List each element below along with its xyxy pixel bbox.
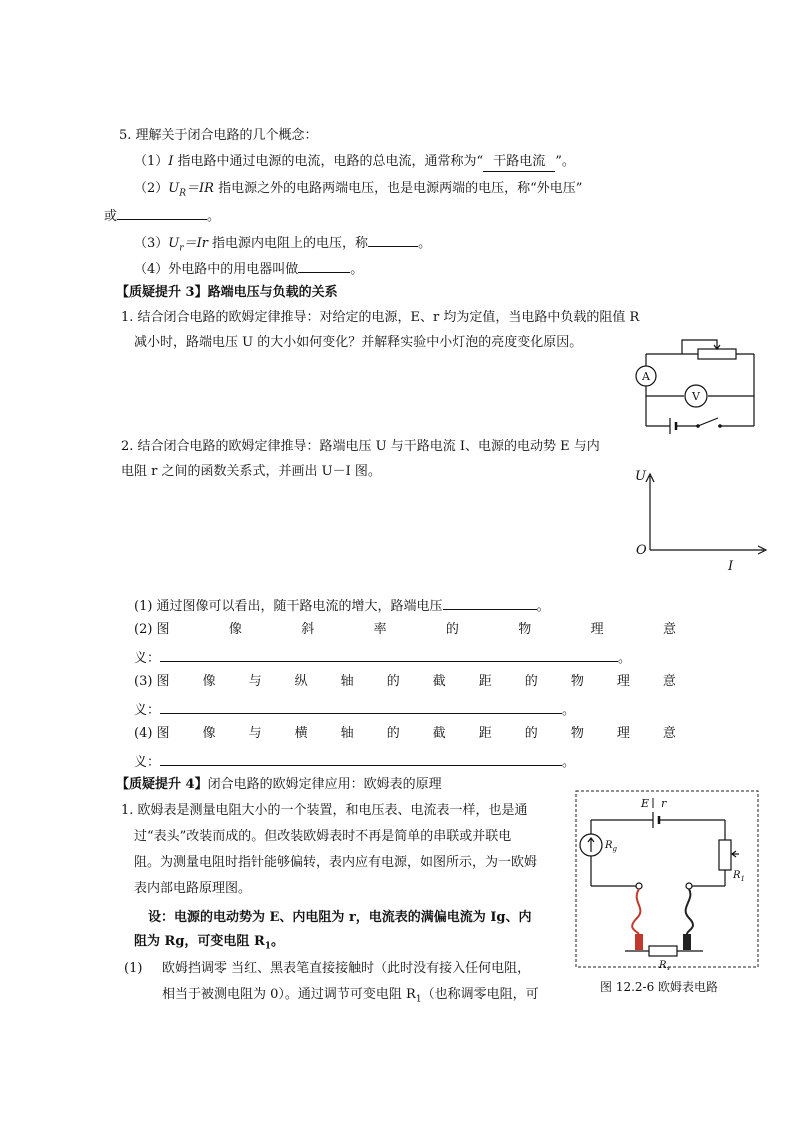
i-axis-label: I — [728, 559, 734, 574]
sub-question-3-cont: 义： 。 — [134, 699, 575, 720]
voltmeter-label: V — [692, 390, 700, 403]
rx-resistor — [649, 946, 677, 956]
ohmmeter-circuit-figure — [575, 790, 760, 970]
ohmmeter-para-3-number: (1) — [124, 961, 143, 976]
answer-blank — [298, 258, 350, 273]
emf-label: E — [641, 797, 650, 810]
circuit-diagram — [630, 330, 760, 445]
answer-blank — [160, 699, 562, 714]
ohmmeter-para-1-line-4: 表内部电路原理图。 — [134, 881, 252, 896]
sub-question-3: (3) 图 像 与 纵 轴 的 截 距 的 物 理 意 — [134, 674, 676, 689]
concept-item-3: $(3)U_r=Ir$ 指电源内电阻上的电压，称 。 — [134, 232, 431, 258]
rx-label: $R_x$ — [659, 960, 671, 970]
black-terminal — [686, 883, 692, 889]
concept-item-2-cont: 或 。 — [104, 205, 220, 226]
ohmmeter-para-3-line-2: 相当于被测电阻为 0）。通过调节可变电阻 $R_1$（也称调零电阻，可 — [162, 987, 539, 1005]
sub-question-1: (1) 通过图像可以看出，随干路电流的增大，路端电压 。 — [134, 595, 550, 616]
black-probe-icon — [683, 934, 691, 950]
question-1-line-2: 减小时，路端电压 U 的大小如何变化？并解释实验中小灯泡的亮度变化原因。 — [134, 335, 583, 350]
answer-blank — [368, 232, 418, 247]
section-3-title: 【质疑提升 3】路端电压与负载的关系 — [116, 285, 338, 300]
question-2-line-2: 电阻 r 之间的函数关系式，并画出 U－I 图。 — [121, 464, 381, 479]
rg-label: $R_g$ — [605, 840, 618, 853]
sub-question-2: (2) 图 像 斜 率 的 物 理 意 — [134, 622, 676, 637]
answer-blank-filled: 干路电流 — [483, 153, 555, 172]
ohmmeter-para-1-line-2: 过“表头”改装而成的。但改装欧姆表时不再是简单的串联或并联电 — [134, 829, 512, 844]
switch-contact — [718, 424, 722, 428]
ohmmeter-para-1-line-1: 1. 欧姆表是测量电阻大小的一个装置，和电压表、电流表一样，也是通 — [121, 803, 528, 818]
ohmmeter-para-2-line-2: 阻为 Rg，可变电阻 $R_1$。 — [134, 934, 285, 952]
origin-label: O — [636, 543, 647, 558]
answer-blank — [443, 595, 537, 610]
red-terminal — [636, 883, 642, 889]
ohmmeter-para-3-line-1: 欧姆挡调零 当红、黑表笔直接接触时（此时没有接入任何电阻， — [162, 961, 531, 976]
ammeter-label: A — [642, 370, 650, 383]
figure-caption: 图 12.2-6 欧姆表电路 — [600, 980, 719, 994]
sub-question-2-cont: 义： 。 — [134, 647, 631, 668]
answer-blank — [160, 647, 618, 662]
concept-item-2: $(2)U_R=IR$ 指电源之外的电路两端电压，也是电源两端的电压，称“外电压” — [134, 181, 583, 199]
u-axis-label: U — [635, 469, 646, 484]
answer-blank — [117, 205, 207, 220]
red-probe-icon — [635, 934, 643, 950]
switch-contact — [696, 424, 700, 428]
concepts-heading: 5. 理解关于闭合电路的几个概念： — [119, 128, 318, 143]
concept-item-1: （1）I 指电路中通过电源的电流，电路的总电流，通常称为“ 干路电流 ”。 — [134, 153, 575, 172]
question-1-line-1: 1. 结合闭合电路的欧姆定律推导：对给定的电源，E、r 均为定值，当电路中负载的阻值 R — [121, 310, 640, 325]
black-probe-lead — [686, 889, 693, 934]
question-2-line-1: 2. 结合闭合电路的欧姆定律推导：路端电压 U 与干路电流 I、电源的电动势 E 与内 — [121, 439, 600, 454]
concept-item-4: （4）外电路中的用电器叫做 。 — [134, 258, 363, 279]
ohmmeter-para-2-line-1: 设：电源的电动势为 E、内电阻为 r，电流表的满偏电流为 Ig、内 — [148, 910, 532, 925]
r1-label: $R_1$ — [733, 870, 745, 883]
u-i-graph — [628, 462, 778, 577]
red-probe-lead — [632, 889, 640, 934]
ohmmeter-para-1-line-3: 阻。为测量电阻时指针能够偏转，表内应有电源，如图所示，为一欧姆 — [134, 855, 538, 870]
answer-blank — [160, 751, 562, 766]
sub-question-4-cont: 义： 。 — [134, 751, 575, 772]
internal-resistance-label: r — [661, 797, 667, 810]
sub-question-4: (4) 图 像 与 横 轴 的 截 距 的 物 理 意 — [134, 726, 676, 741]
section-4-title: 【质疑提升 4】闭合电路的欧姆定律应用：欧姆表的原理 — [116, 777, 442, 792]
figure-dashed-border — [576, 791, 758, 967]
